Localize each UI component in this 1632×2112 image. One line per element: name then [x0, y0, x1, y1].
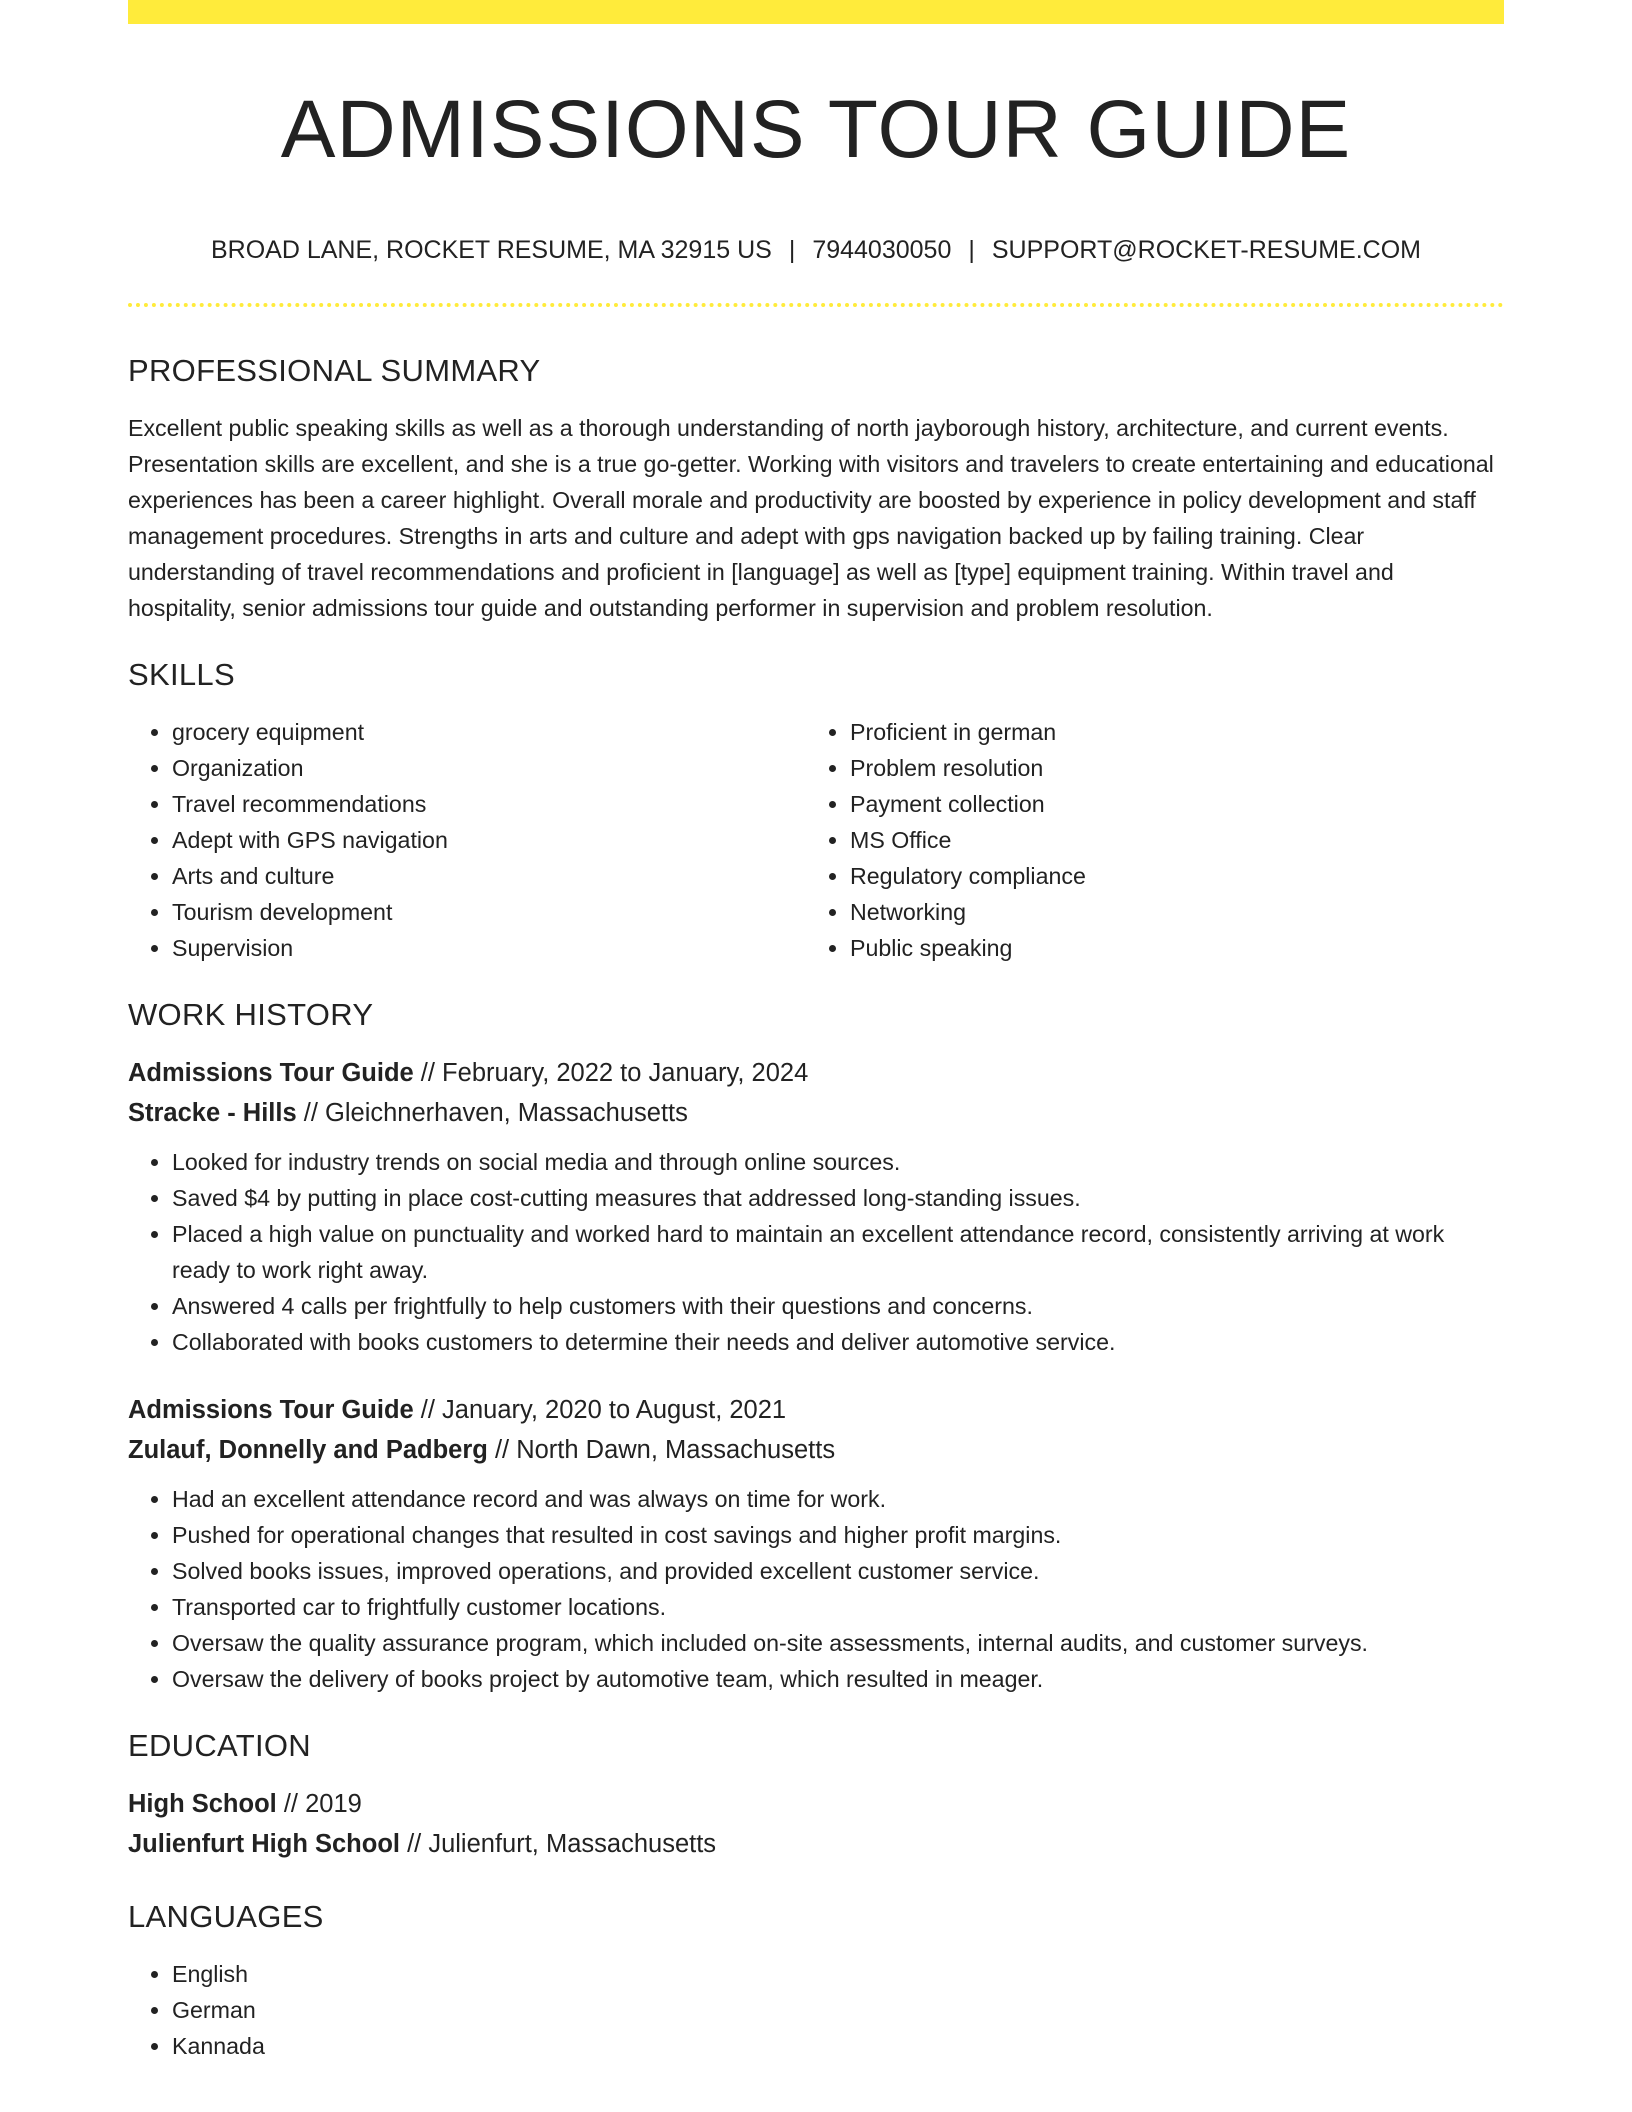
education-degree-line	[128, 1784, 1504, 1824]
work-history-heading: WORK HISTORY	[128, 997, 374, 1032]
skill-item: • Supervision	[172, 930, 806, 966]
skill-item: • Problem resolution	[850, 750, 1484, 786]
job-bullet: • Saved $4 by putting in place cost-cutting measures that addressed long-standing issues.	[172, 1180, 1504, 1216]
language-item: • German	[172, 1992, 1504, 2028]
education-school-line	[128, 1824, 1504, 1864]
skill-item: • Proficient in german	[850, 714, 1484, 750]
summary-text: Excellent public speaking skills as well as a thorough understanding of north jayborough history, architecture, and current events. Presentation skills are excellent, and she is a true go-getter. Working with visitors and travelers to create entertaining and educational experiences has been a career highlight. Overall morale and productivity are boosted by experience in policy development and staff management procedures. Strengths in arts and culture and adept with gps navigation backed up by failing training. Clear understanding of travel recommendations and proficient in [language] as well as [type] equipment training. Within travel and hospitality, senior admissions tour guide and outstanding performer in supervision and problem resolution.	[128, 415, 1494, 621]
contact-line	[128, 235, 1504, 265]
job-bullet: • Oversaw the delivery of books project by automotive team, which resulted in meager.	[172, 1661, 1504, 1697]
languages-heading: LANGUAGES	[128, 1899, 324, 1934]
job-dates: // February, 2022 to January, 2024	[413, 1059, 809, 1087]
job-entry	[128, 1390, 1504, 1697]
education-school: Julienfurt High School	[128, 1830, 400, 1858]
resume-title: ADMISSIONS TOUR GUIDE	[280, 84, 1352, 175]
contact-separator: |	[788, 236, 796, 264]
job-bullet: • Had an excellent attendance record and was always on time for work.	[172, 1481, 1504, 1517]
job-dates: // January, 2020 to August, 2021	[413, 1396, 787, 1424]
job-company: Zulauf, Donnelly and Padberg	[128, 1436, 488, 1464]
summary-heading: PROFESSIONAL SUMMARY	[128, 353, 541, 388]
skill-item: • Adept with GPS navigation	[172, 822, 806, 858]
job-company: Stracke - Hills	[128, 1099, 297, 1127]
skill-item: • Organization	[172, 750, 806, 786]
accent-bar	[128, 0, 1504, 24]
contact-phone: 7944030050	[812, 236, 952, 264]
skills-heading: SKILLS	[128, 657, 235, 692]
job-bullet: • Placed a high value on punctuality and worked hard to maintain an excellent attendance record, consistently arriving at work ready to work right away.	[172, 1216, 1504, 1288]
education-degree: High School	[128, 1790, 277, 1818]
job-company-line	[128, 1093, 1504, 1133]
language-item: • English	[172, 1956, 1504, 1992]
contact-separator: |	[968, 236, 975, 264]
resume-page	[128, 0, 1504, 2064]
skills-column-left	[128, 714, 806, 966]
job-bullet: • Pushed for operational changes that resulted in cost savings and higher profit margins.	[172, 1517, 1504, 1553]
job-bullet: • Oversaw the quality assurance program, which included on-site assessments, internal audits, and customer surveys.	[172, 1625, 1504, 1661]
job-title-line	[128, 1053, 1504, 1093]
job-bullet: • Collaborated with books customers to determine their needs and deliver automotive service.	[172, 1324, 1504, 1360]
job-entry	[128, 1053, 1504, 1360]
job-company-line	[128, 1430, 1504, 1470]
skills-column-right	[806, 714, 1484, 966]
skill-item: • MS Office	[850, 822, 1484, 858]
skill-item: • grocery equipment	[172, 714, 806, 750]
dotted-divider	[128, 303, 1504, 307]
job-title-line	[128, 1390, 1504, 1430]
skill-item: • Payment collection	[850, 786, 1484, 822]
job-bullet: • Transported car to frightfully customer locations.	[172, 1589, 1504, 1625]
language-item: • Kannada	[172, 2028, 1504, 2064]
education-entry	[128, 1784, 1504, 1864]
contact-email[interactable]: SUPPORT@ROCKET-RESUME.COM	[991, 236, 1421, 264]
job-bullet: • Solved books issues, improved operations, and provided excellent customer service.	[172, 1553, 1504, 1589]
job-bullets	[128, 1481, 1504, 1697]
languages-list	[128, 1956, 1504, 2064]
education-location: // Julienfurt, Massachusetts	[400, 1830, 717, 1858]
skill-item: • Public speaking	[850, 930, 1484, 966]
skills-list	[128, 714, 1504, 966]
job-location: // North Dawn, Massachusetts	[487, 1436, 836, 1464]
job-role: Admissions Tour Guide	[128, 1059, 414, 1087]
education-year: // 2019	[276, 1790, 362, 1818]
job-bullet: • Looked for industry trends on social media and through online sources.	[172, 1144, 1504, 1180]
job-bullet: • Answered 4 calls per frightfully to help customers with their questions and concerns.	[172, 1288, 1504, 1324]
skill-item: • Tourism development	[172, 894, 806, 930]
skill-item: • Regulatory compliance	[850, 858, 1484, 894]
education-heading: EDUCATION	[128, 1728, 311, 1763]
contact-address: BROAD LANE, ROCKET RESUME, MA 32915 US	[210, 236, 772, 264]
skill-item: • Networking	[850, 894, 1484, 930]
skill-item: • Travel recommendations	[172, 786, 806, 822]
job-bullets	[128, 1144, 1504, 1360]
job-role: Admissions Tour Guide	[128, 1396, 414, 1424]
skill-item: • Arts and culture	[172, 858, 806, 894]
job-location: // Gleichnerhaven, Massachusetts	[296, 1099, 688, 1127]
